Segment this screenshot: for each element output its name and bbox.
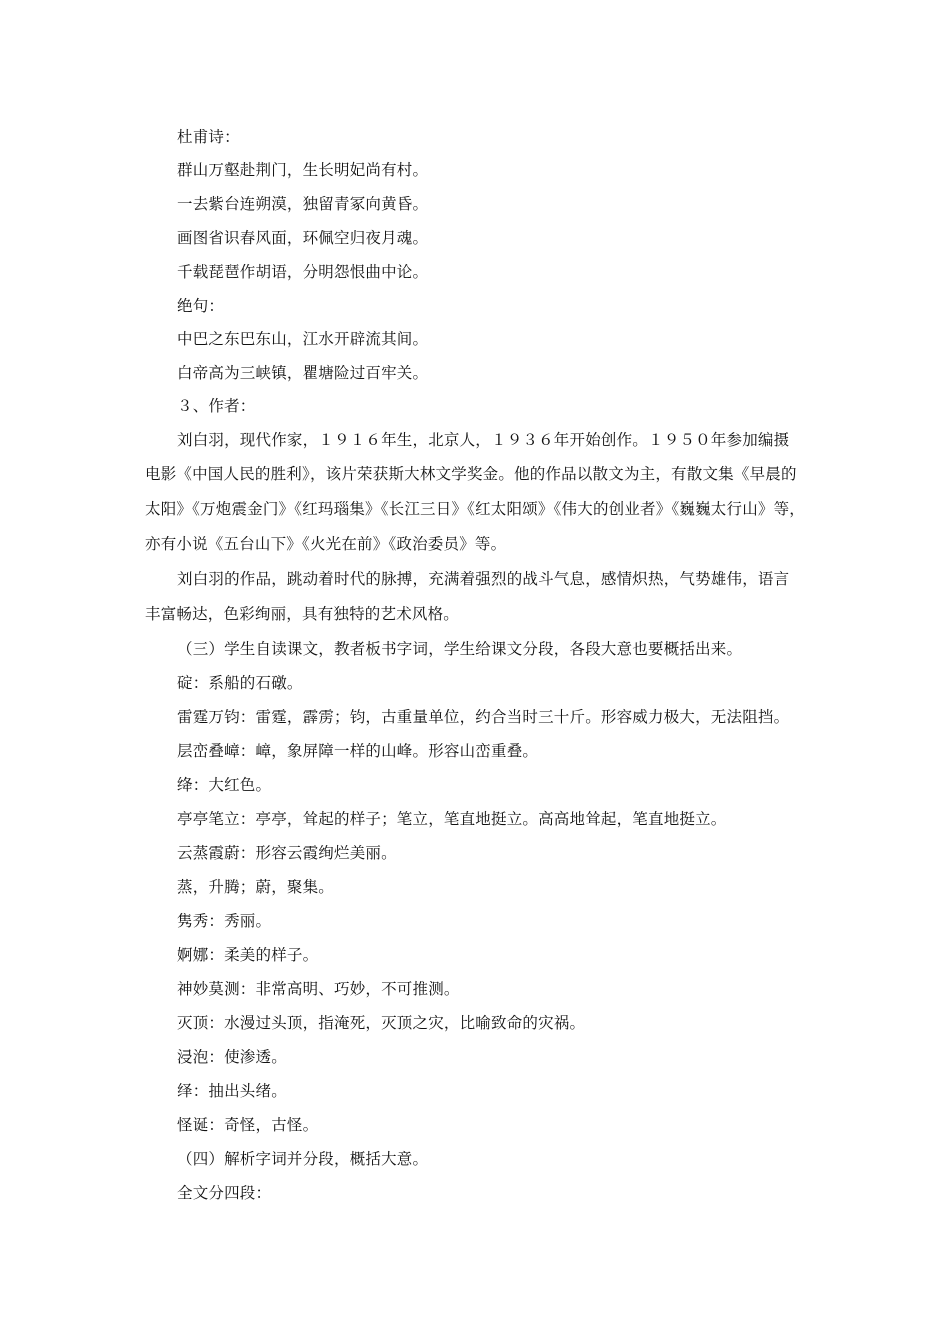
vocab-item: 怪诞：奇怪，古怪。 <box>177 1116 319 1134</box>
vocab-item: 灭顶：水漫过头顶，指淹死，灭顶之灾，比喻致命的灾祸。 <box>177 1014 586 1032</box>
section-heading-author: ３、作者： <box>177 397 256 415</box>
vocab-item: 婀娜：柔美的样子。 <box>177 946 319 964</box>
section-heading-three: （三）学生自读课文，教者板书字词，学生给课文分段，各段大意也要概括出来。 <box>177 640 743 658</box>
vocab-item: 绎：抽出头绪。 <box>177 1082 287 1100</box>
poem-line: 中巴之东巴东山，江水开辟流其间。 <box>177 330 429 348</box>
vocab-item: 雷霆万钧：雷霆，霹雳；钧，古重量单位，约合当时三十斤。形容威力极大，无法阻挡。 <box>177 708 790 726</box>
vocab-item: 神妙莫测：非常高明、巧妙，不可推测。 <box>177 980 460 998</box>
poem-line: 白帝高为三峡镇，瞿塘险过百牢关。 <box>177 364 429 382</box>
section-heading-four: （四）解析字词并分段，概括大意。 <box>177 1150 429 1168</box>
poem-title-jueju: 绝句： <box>177 297 225 315</box>
poem-line: 千载琵琶作胡语，分明怨恨曲中论。 <box>177 263 429 281</box>
paragraph-line: 电影《中国人民的胜利》，该片荣获斯大林文学奖金。他的作品以散文为主，有散文集《早晨的 <box>145 465 797 483</box>
poem-line: 画图省识春风面，环佩空归夜月魂。 <box>177 229 429 247</box>
paragraph-line: 丰富畅达，色彩绚丽，具有独特的艺术风格。 <box>145 605 460 623</box>
paragraph-line: 太阳》《万炮震金门》《红玛瑙集》《长江三日》《红太阳颂》《伟大的创业者》《巍巍太行山》等， <box>145 500 806 518</box>
vocab-item: 蒸，升腾；蔚，聚集。 <box>177 878 335 896</box>
paragraph-line: 刘白羽，现代作家，１９１６年生，北京人，１９３６年开始创作。１９５０年参加编摄 <box>177 431 790 449</box>
paragraph-line: 亦有小说《五台山下》《火光在前》《政治委员》等。 <box>145 535 507 553</box>
vocab-item: 亭亭笔立：亭亭，耸起的样子；笔立，笔直地挺立。高高地耸起，笔直地挺立。 <box>177 810 727 828</box>
paragraph-line: 刘白羽的作品，跳动着时代的脉搏，充满着强烈的战斗气息，感情炽热，气势雄伟，语言 <box>177 570 790 588</box>
vocab-item: 绛：大红色。 <box>177 776 272 794</box>
poem-line: 一去紫台连朔漠，独留青冢向黄昏。 <box>177 195 429 213</box>
vocab-item: 浸泡：使渗透。 <box>177 1048 287 1066</box>
vocab-item: 隽秀：秀丽。 <box>177 912 272 930</box>
vocab-item: 层峦叠嶂：嶂，象屏障一样的山峰。形容山峦重叠。 <box>177 742 539 760</box>
poem-line: 群山万壑赴荆门，生长明妃尚有村。 <box>177 161 429 179</box>
vocab-item: 云蒸霞蔚：形容云霞绚烂美丽。 <box>177 844 397 862</box>
vocab-item: 碇：系船的石礅。 <box>177 674 303 692</box>
poem-title-du-fu: 杜甫诗： <box>177 128 240 146</box>
paragraph-line: 全文分四段： <box>177 1184 272 1202</box>
